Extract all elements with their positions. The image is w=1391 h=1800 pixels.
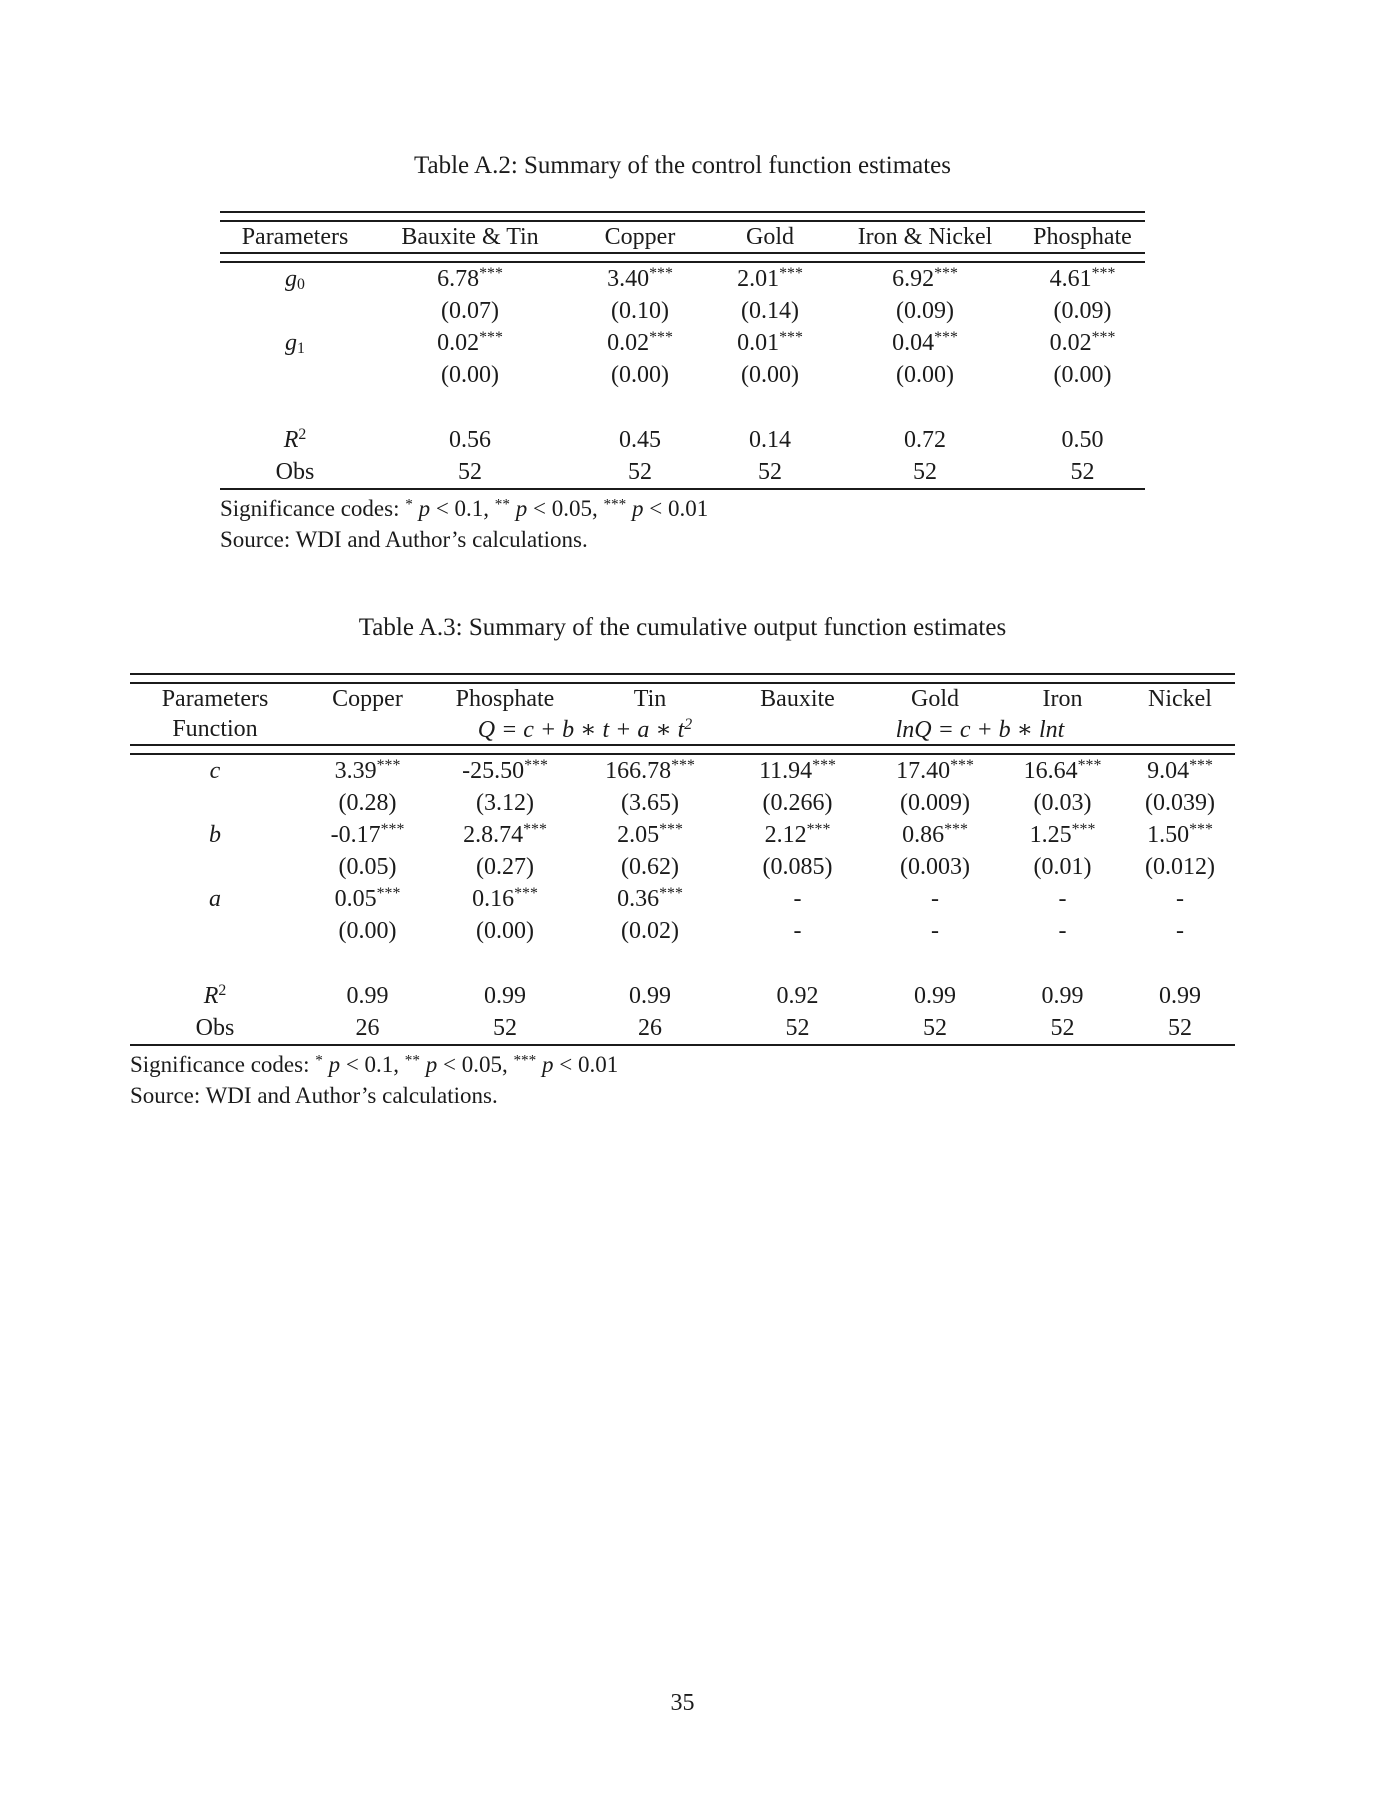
table-row [220, 263, 1145, 295]
table-a3-notes [130, 1049, 1235, 1111]
table-row [130, 1012, 1235, 1044]
page-number: 35 [670, 1690, 695, 1716]
table-cell: 4.61*** [1049, 264, 1116, 292]
column-header: Gold [746, 223, 794, 250]
function-formula-quadratic: Q = c + b ∗ t + a ∗ $t^2$ [477, 715, 693, 743]
row-label: $g_0$ [285, 265, 305, 293]
table-rule [130, 673, 1235, 684]
source-note: Source: WDI and Author’s calculations. [130, 1083, 498, 1108]
table-cell: 0.56 [449, 426, 491, 453]
table-cell: 26 [355, 1014, 380, 1041]
column-header: Parameters [241, 223, 349, 250]
table-cell: 52 [1050, 1014, 1075, 1041]
spacer-row [130, 947, 1235, 980]
table-cell: - [793, 885, 802, 912]
table-cell: (0.00) [1053, 361, 1112, 388]
table-cell: 0.99 [629, 982, 671, 1009]
table-cell: 0.36*** [617, 884, 683, 912]
table-cell: (0.10) [611, 297, 669, 324]
row-label: $R^2$ [203, 981, 227, 1009]
table-cell: (0.09) [1053, 297, 1112, 324]
table-cell: (0.012) [1145, 853, 1215, 880]
source-note: Source: WDI and Author’s calculations. [220, 527, 588, 552]
row-label: Obs [195, 1014, 235, 1041]
table-row [130, 787, 1235, 819]
significance-note: Significance codes: * p < 0.1, ** p < 0.05, *** p < 0.01 [130, 1051, 619, 1077]
column-header: Bauxite [760, 685, 835, 712]
table-a3-title: Table A.3: Summary of the cumulative output function estimates [358, 614, 1007, 641]
table-cell: (0.27) [476, 853, 534, 880]
significance-note: Significance codes: * p < 0.1, ** p < 0.05, *** p < 0.01 [220, 495, 709, 521]
table-row [220, 424, 1145, 456]
row-label: Obs [275, 458, 315, 485]
table-cell: 0.72 [904, 426, 946, 453]
table-cell: 0.05*** [334, 884, 401, 912]
table-cell: 52 [458, 458, 482, 485]
table-cell: 52 [493, 1014, 517, 1041]
table-cell: (0.00) [476, 917, 534, 944]
table-cell: 166.78*** [605, 756, 695, 784]
table-cell: (0.02) [621, 917, 679, 944]
table-cell: - [1058, 885, 1067, 912]
table-row [130, 883, 1235, 915]
table-cell: -25.50*** [462, 756, 548, 784]
table-cell: 52 [758, 458, 782, 485]
table-cell: 0.04*** [892, 328, 958, 356]
row-label: c [209, 757, 221, 784]
header-row [130, 684, 1235, 714]
table-row [220, 359, 1145, 391]
table-cell: 52 [1168, 1014, 1192, 1041]
spacer-row [220, 391, 1145, 424]
table-row [220, 295, 1145, 327]
table-cell: 6.92*** [892, 264, 958, 292]
table-cell: (0.05) [338, 853, 397, 880]
table-rule [130, 744, 1235, 755]
function-row [130, 714, 1235, 744]
table-row [130, 851, 1235, 883]
row-label: b [209, 821, 221, 848]
table-cell: 0.16*** [472, 884, 538, 912]
table-cell: - [1176, 885, 1184, 912]
table-cell: 0.99 [346, 982, 389, 1009]
table-cell: 17.40*** [896, 756, 974, 784]
table-cell: 52 [785, 1014, 810, 1041]
table-cell: 0.92 [776, 982, 819, 1009]
row-label: $g_1$ [285, 329, 305, 357]
table-rule [130, 1044, 1235, 1046]
table-row [220, 456, 1145, 488]
table-cell: (0.00) [741, 361, 799, 388]
table-cell: (0.266) [762, 789, 833, 816]
table-cell: 16.64*** [1023, 756, 1102, 784]
table-cell: 0.02*** [437, 328, 503, 356]
table-cell: 52 [923, 1014, 947, 1041]
column-header: Bauxite & Tin [401, 223, 539, 250]
table-cell: - [931, 885, 939, 912]
column-header: Nickel [1148, 685, 1212, 712]
column-header: Iron [1042, 685, 1083, 712]
table-cell: (0.00) [441, 361, 499, 388]
table-rule [220, 488, 1145, 490]
table-cell: (0.03) [1033, 789, 1092, 816]
table-cell: 0.99 [1159, 982, 1201, 1009]
table-cell: 0.02*** [1049, 328, 1116, 356]
table-rule [220, 252, 1145, 263]
table-row [130, 755, 1235, 787]
table-cell: 0.14 [749, 426, 791, 453]
table-cell: 2.01*** [737, 264, 803, 292]
table-cell: 0.99 [484, 982, 526, 1009]
table-cell: 1.50*** [1147, 820, 1213, 848]
table-cell: (0.085) [762, 853, 833, 880]
table-cell: 0.99 [1041, 982, 1084, 1009]
table-cell: (0.28) [338, 789, 397, 816]
table-a2-notes [220, 493, 1145, 555]
table-cell: 52 [913, 458, 937, 485]
table-cell: (3.12) [476, 789, 534, 816]
table-row [130, 980, 1235, 1012]
column-header: Copper [604, 223, 676, 250]
table-a2 [220, 211, 1145, 490]
column-header: Tin [633, 685, 667, 712]
table-cell: 2.12*** [764, 820, 831, 848]
table-cell: (0.00) [896, 361, 954, 388]
table-cell: 26 [638, 1014, 662, 1041]
column-header: Copper [332, 685, 403, 712]
column-header: Gold [911, 685, 959, 712]
table-rule [220, 211, 1145, 222]
table-cell: 0.86*** [902, 820, 968, 848]
table-cell: 2.8.74*** [463, 820, 547, 848]
table-cell: (0.09) [896, 297, 954, 324]
row-label: $R^2$ [283, 425, 307, 453]
table-cell: (0.039) [1145, 789, 1215, 816]
table-cell: 0.02*** [607, 328, 673, 356]
table-cell: 9.04*** [1147, 756, 1213, 784]
column-header: Phosphate [455, 685, 555, 712]
table-a2-title: Table A.2: Summary of the control function estimates [413, 152, 952, 179]
table-row [220, 327, 1145, 359]
table-a3 [130, 673, 1235, 1046]
table-cell: (0.00) [611, 361, 669, 388]
column-header: Phosphate [1033, 223, 1132, 250]
table-cell: 3.40*** [607, 264, 673, 292]
table-a2-section [130, 0, 1235, 555]
table-cell: 3.39*** [334, 756, 401, 784]
document-page [130, 0, 1235, 1800]
row-label: Function [172, 715, 258, 742]
table-cell: - [1176, 917, 1184, 944]
table-cell: (3.65) [621, 789, 679, 816]
table-cell: 6.78*** [437, 264, 503, 292]
table-cell: 1.25*** [1029, 820, 1096, 848]
table-cell: 52 [1070, 458, 1095, 485]
table-cell: - [931, 917, 939, 944]
table-cell: 11.94*** [759, 756, 836, 784]
table-cell: (0.01) [1033, 853, 1092, 880]
table-cell: (0.62) [621, 853, 679, 880]
table-cell: 0.99 [914, 982, 956, 1009]
header-row [220, 222, 1145, 252]
table-cell: - [793, 917, 802, 944]
table-cell: -0.17*** [330, 820, 405, 848]
table-row [130, 819, 1235, 851]
column-header: Iron & Nickel [857, 223, 993, 250]
table-cell: (0.07) [441, 297, 499, 324]
table-a3-section [130, 612, 1235, 1111]
table-cell: 0.45 [619, 426, 661, 453]
function-formula-log: lnQ = c + b ∗ lnt [895, 716, 1065, 743]
row-label: a [209, 885, 221, 912]
table-cell: (0.14) [741, 297, 799, 324]
column-header: Parameters [161, 685, 269, 712]
table-cell: (0.003) [900, 853, 970, 880]
table-cell: (0.009) [900, 789, 970, 816]
table-cell: 52 [628, 458, 652, 485]
table-cell: (0.00) [338, 917, 397, 944]
table-cell: 0.01*** [737, 328, 803, 356]
table-cell: - [1058, 917, 1067, 944]
table-row [130, 915, 1235, 947]
table-cell: 0.50 [1061, 426, 1104, 453]
table-cell: 2.05*** [617, 820, 683, 848]
